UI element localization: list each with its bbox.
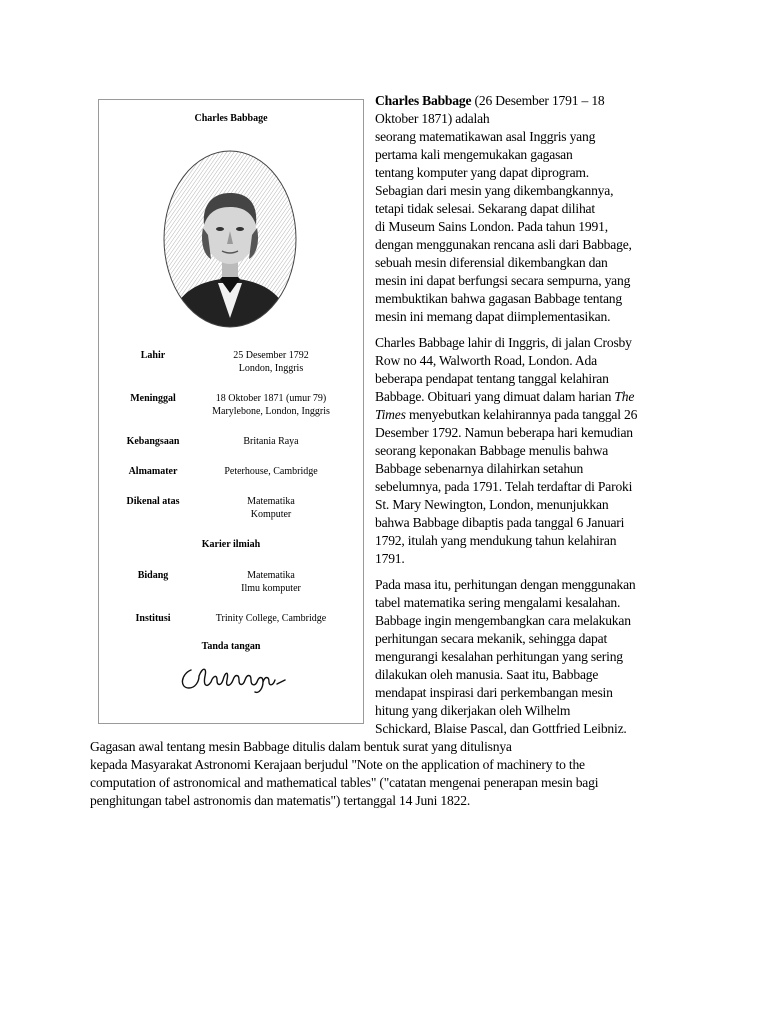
paragraph-birth — [375, 334, 637, 568]
text-line: sebelumnya, pada 1791. Telah terdaftar di Paroki — [375, 479, 633, 494]
paragraph-idea — [90, 738, 598, 810]
paragraph-motivation — [375, 576, 636, 738]
text-line: Row no 44, Walworth Road, London. Ada — [375, 353, 597, 368]
text-line: mesin ini memang dapat diimplementasikan. — [375, 309, 611, 324]
infobox-label: Almamater — [128, 466, 178, 477]
text-line: Babbage. Obituari yang dimuat dalam harian — [375, 389, 612, 404]
text-line: sebuah mesin diferensial dikembangkan dan — [375, 255, 608, 270]
text-line: Pada masa itu, perhitungan dengan menggunakan — [375, 577, 636, 592]
text-line: tentang komputer yang dapat diprogram. — [375, 165, 589, 180]
text-line: bahwa Babbage dibaptis pada tanggal 6 Januari — [375, 515, 625, 530]
text-line: Sebagian dari mesin yang dikembangkannya, — [375, 183, 614, 198]
text-line: di Museum Sains London. Pada tahun 1991, — [375, 219, 608, 234]
infobox-value — [197, 349, 345, 375]
infobox-value: Britania Raya — [243, 436, 299, 447]
text-line: Babbage ingin mengembangkan cara melakukan — [375, 613, 631, 628]
newspaper-name: Times — [375, 407, 406, 422]
text-line: dilakukan oleh manusia. Saat itu, Babbage — [375, 667, 599, 682]
text-line: computation of astronomical and mathematical tables" ("catatan mengenai penerapan mesin bagi — [90, 775, 599, 790]
infobox-label: Bidang — [137, 570, 169, 581]
infobox-career-heading: Karier ilmiah — [201, 539, 261, 550]
text-line: dengan menggunakan rencana asli dari Babbage, — [375, 237, 632, 252]
text-line: beberapa pendapat tentang tanggal kelahiran — [375, 371, 609, 386]
text-line: hitung yang dikerjakan oleh Wilhelm — [375, 703, 571, 718]
infobox-label: Lahir — [140, 350, 166, 361]
text-line: 1792, itulah yang mendukung tahun kelahiran — [375, 533, 617, 548]
infobox-value: Peterhouse, Cambridge — [224, 466, 318, 477]
text-line: Oktober 1871) adalah — [375, 111, 490, 126]
text-line: tabel matematika sering mengalami kesalahan. — [375, 595, 621, 610]
newspaper-name: The — [614, 389, 635, 404]
infobox-label: Meninggal — [130, 393, 176, 404]
infobox — [98, 99, 364, 724]
value-line: Matematika — [247, 570, 295, 581]
infobox-title: Charles Babbage — [194, 113, 268, 124]
text-line: penghitungan tabel astronomis dan matematis") tertanggal 14 Juni 1822. — [90, 793, 471, 808]
text-line: Babbage sebenarnya dilahirkan setahun — [375, 461, 584, 476]
text-line: St. Mary Newington, London, menunjukkan — [375, 497, 609, 512]
infobox-value: Trinity College, Cambridge — [215, 613, 327, 624]
infobox-signature-heading: Tanda tangan — [201, 641, 261, 652]
text-line: seorang keponakan Babbage menulis bahwa — [375, 443, 609, 458]
value-line: Ilmu komputer — [241, 583, 301, 594]
text-line: mendapat inspirasi dari perkembangan mesin — [375, 685, 613, 700]
text-line: Charles Babbage lahir di Inggris, di jalan Crosby — [375, 335, 632, 350]
infobox-value — [197, 495, 345, 521]
text-line: pertama kali mengemukakan gagasan — [375, 147, 573, 162]
infobox-value — [197, 569, 345, 595]
value-line: Komputer — [250, 509, 292, 520]
text-line: Gagasan awal tentang mesin Babbage ditulis dalam bentuk surat yang ditulisnya — [90, 739, 512, 754]
value-line: Matematika — [247, 496, 295, 507]
text-line: (26 Desember 1791 – 18 — [474, 93, 605, 108]
value-line: 18 Oktober 1871 (umur 79) — [215, 393, 327, 404]
text-line: menyebutkan kelahirannya pada tanggal 26 — [408, 407, 638, 422]
infobox-label: Institusi — [135, 613, 171, 624]
text-line: mesin ini dapat berfungsi secara sempurna, yang — [375, 273, 631, 288]
text-line: Desember 1792. Namun beberapa hari kemudian — [375, 425, 633, 440]
value-line: 25 Desember 1792 — [233, 350, 309, 361]
subject-name: Charles Babbage — [375, 93, 472, 108]
signature-image — [177, 662, 289, 698]
text-line: membuktikan bahwa gagasan Babbage tentang — [375, 291, 622, 306]
infobox-label: Kebangsaan — [126, 436, 180, 447]
text-line: perhitungan secara mekanik, sehingga dapat — [375, 631, 608, 646]
text-line: 1791. — [375, 551, 405, 566]
infobox-label: Dikenal atas — [126, 496, 180, 507]
value-line: London, Inggris — [238, 363, 304, 374]
infobox-value — [197, 392, 345, 418]
text-line: kepada Masyarakat Astronomi Kerajaan berjudul "Note on the application of machinery to the — [90, 757, 585, 772]
value-line: Marylebone, London, Inggris — [212, 406, 330, 417]
text-line: seorang matematikawan asal Inggris yang — [375, 129, 596, 144]
text-line: tetapi tidak selesai. Sekarang dapat dilihat — [375, 201, 595, 216]
paragraph-intro — [375, 92, 632, 326]
portrait-image — [156, 143, 304, 339]
text-line: mengurangi kesalahan perhitungan yang sering — [375, 649, 623, 664]
text-line: Schickard, Blaise Pascal, dan Gottfried Leibniz. — [375, 721, 627, 736]
